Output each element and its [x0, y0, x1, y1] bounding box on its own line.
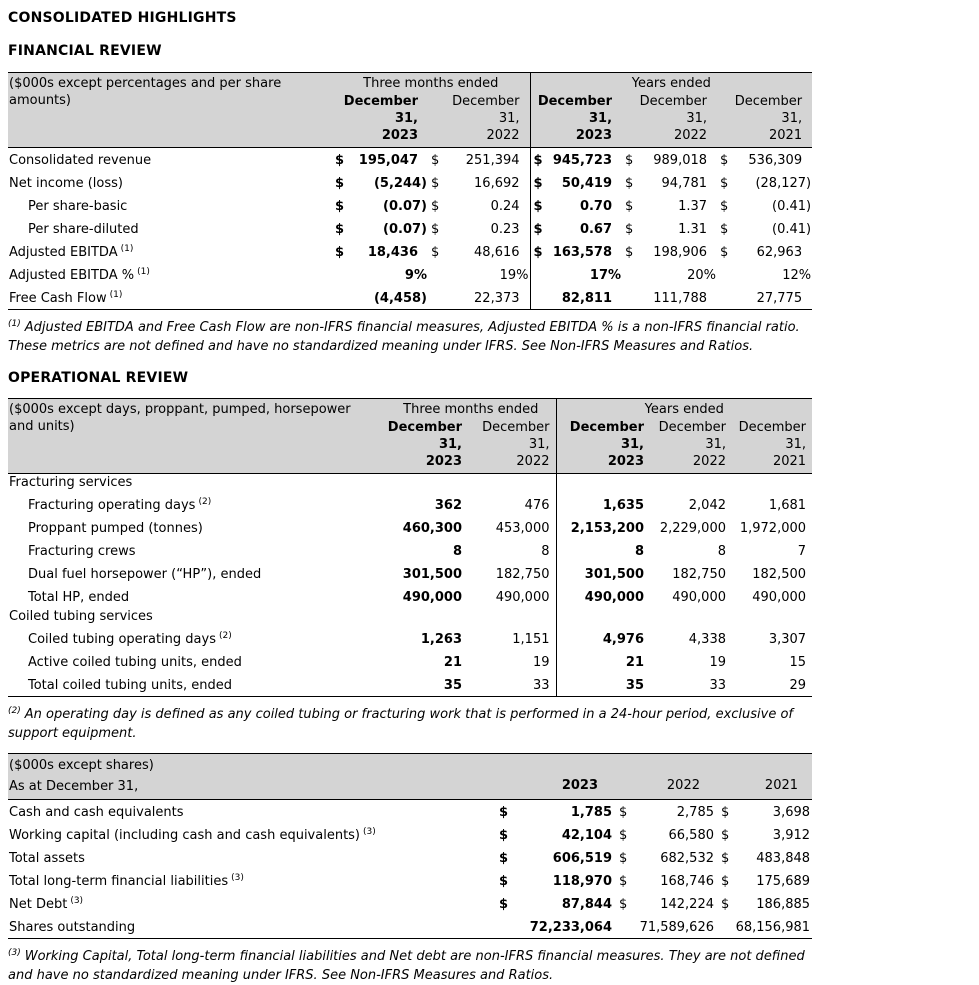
table-row — [8, 171, 812, 194]
row-label: Coiled tubing operating days — [28, 632, 216, 647]
cell-value: 35 — [556, 673, 650, 697]
col-header-y-2021: December 31, 2021 — [732, 419, 812, 474]
table-header-columns — [8, 775, 812, 800]
cell-value: 4,976 — [556, 627, 650, 650]
row-label: Shares outstanding — [9, 920, 136, 935]
cell-value: 82,811 — [561, 291, 613, 306]
cell-value: 4,338 — [688, 632, 726, 647]
cell-value: 17% — [589, 268, 622, 283]
financial-review-table — [8, 72, 812, 310]
cell-value: 19 — [709, 655, 726, 670]
footnote-text: An operating day is defined as any coiled tubing or fracturing work that is performed in a 24-hour period, exclusive of support equipment. — [8, 707, 793, 741]
cell-dollar: $ — [335, 245, 345, 260]
cell-dollar: $ — [431, 176, 440, 191]
section-row — [8, 474, 812, 494]
row-label: Working capital (including cash and cash equivalents) — [9, 828, 361, 843]
table-row — [8, 800, 812, 824]
col-header-tm-2023: December 31, 2023 — [332, 93, 428, 148]
cell-dollar: $ — [625, 199, 634, 214]
cell-value: 27,775 — [756, 291, 803, 306]
operational-review-table — [8, 398, 812, 697]
cell-value: (0.07) — [383, 222, 427, 237]
cell-value: 71,589,626 — [639, 920, 714, 935]
cell-value: 0.23 — [490, 222, 520, 237]
cell-dollar: $ — [499, 851, 509, 866]
cell-value: 29 — [789, 678, 807, 693]
cell-value: 3,307 — [768, 632, 807, 647]
row-label: Total coiled tubing units, ended — [28, 678, 232, 693]
footnote-text: Working Capital, Total long-term financial liabilities and Net debt are non-IFRS financial measures. They are not defined and have no standardized meaning under IFRS. See Non-IFRS Measures and Ratios. — [8, 949, 805, 983]
table-row — [8, 493, 812, 516]
cell-value: 989,018 — [638, 148, 717, 172]
cell-dollar: $ — [619, 874, 628, 889]
section-label: Fracturing services — [8, 474, 556, 494]
cell-value: 490,000 — [402, 590, 462, 605]
operational-review-heading: OPERATIONAL REVIEW — [8, 370, 189, 386]
table-row — [8, 263, 812, 286]
table-row — [8, 650, 812, 673]
footnote-ref: (2) — [198, 497, 212, 507]
col-header-y-2023: December 31, 2023 — [556, 419, 650, 474]
cell-value: 490,000 — [556, 585, 650, 608]
table-row — [8, 516, 812, 539]
table-unit-note: ($000s except percentages and per share amounts) — [8, 73, 332, 148]
cell-value: 21 — [556, 650, 650, 673]
cell-value: 476 — [524, 498, 550, 513]
cell-value: 8 — [556, 539, 650, 562]
cell-dollar: $ — [717, 148, 733, 172]
cell-value: (4,458) — [373, 291, 427, 306]
col-group-three-months: Three months ended — [386, 399, 556, 420]
cell-value: 16,692 — [474, 176, 520, 191]
cell-value: 0.24 — [490, 199, 520, 214]
cell-dollar: $ — [492, 800, 516, 824]
cell-dollar: $ — [721, 874, 730, 889]
footnote-ref: (2) — [219, 631, 232, 641]
col-header-2022: 2022 — [612, 775, 714, 800]
cell-dollar: $ — [619, 897, 628, 912]
cell-dollar: $ — [428, 148, 444, 172]
cell-dollar: $ — [720, 245, 729, 260]
cell-dollar: $ — [335, 222, 345, 237]
as-at-label: As at December 31, — [8, 775, 492, 800]
row-label: Fracturing crews — [28, 544, 136, 559]
cell-value: 301,500 — [402, 567, 462, 582]
cell-value: 1,635 — [556, 493, 650, 516]
col-group-three-months: Three months ended — [332, 73, 530, 94]
cell-value: (0.07) — [383, 199, 427, 214]
table-row — [8, 240, 812, 263]
footnote-marker: (1) — [8, 319, 21, 329]
cell-value: 362 — [434, 498, 462, 513]
table-row — [8, 194, 812, 217]
cell-value: 1,681 — [768, 498, 807, 513]
footnote-2 — [8, 702, 824, 743]
row-label: Per share-basic — [28, 199, 128, 214]
table-row — [8, 148, 812, 172]
cell-value: 50,419 — [561, 176, 613, 191]
col-header-tm-2023: December 31, 2023 — [386, 419, 468, 474]
cell-dollar: $ — [625, 245, 634, 260]
table-header-groups — [8, 399, 812, 420]
cell-value: 453,000 — [495, 521, 550, 536]
cell-value: 490,000 — [752, 590, 807, 605]
cell-value: 198,906 — [653, 245, 708, 260]
cell-value: 490,000 — [672, 590, 726, 605]
table-row — [8, 539, 812, 562]
cell-dollar: $ — [622, 148, 638, 172]
cell-value: 111,788 — [653, 291, 708, 306]
cell-dollar: $ — [625, 176, 634, 191]
col-header-y-2023: December 31, 2023 — [530, 93, 622, 148]
cell-value: (28,127) — [755, 176, 812, 191]
financial-review-heading: FINANCIAL REVIEW — [8, 43, 162, 59]
cell-value: 682,532 — [660, 851, 714, 866]
cell-value: 35 — [443, 678, 462, 693]
col-header-2021: 2021 — [714, 775, 812, 800]
cell-dollar: $ — [530, 171, 546, 194]
cell-dollar: $ — [720, 222, 729, 237]
row-label: Consolidated revenue — [9, 153, 152, 168]
cell-value: 22,373 — [474, 291, 520, 306]
cell-value: 20% — [687, 268, 717, 283]
row-label: Per share-diluted — [28, 222, 139, 237]
cell-value: 182,500 — [752, 567, 807, 582]
cell-value: 1,263 — [420, 632, 462, 647]
row-label: Proppant pumped (tonnes) — [28, 521, 203, 536]
cell-dollar: $ — [721, 828, 730, 843]
cell-value: (0.41) — [772, 199, 812, 214]
cell-dollar: $ — [720, 176, 729, 191]
col-header-tm-2022: December 31, 2022 — [428, 93, 530, 148]
cell-value: 18,436 — [367, 245, 418, 260]
cell-dollar: $ — [619, 851, 628, 866]
section-row — [8, 608, 812, 627]
cell-dollar: $ — [499, 897, 509, 912]
cell-value: 8 — [541, 544, 550, 559]
cell-dollar: $ — [499, 828, 509, 843]
table-unit-note: ($000s except days, proppant, pumped, horsepower and units) — [8, 399, 386, 474]
cell-value: 2,785 — [628, 800, 714, 824]
cell-value: 251,394 — [444, 148, 530, 172]
cell-value: 33 — [532, 678, 550, 693]
cell-value: 62,963 — [756, 245, 803, 260]
row-label: Total HP, ended — [28, 590, 130, 605]
table-row — [8, 627, 812, 650]
page-title: CONSOLIDATED HIGHLIGHTS — [8, 10, 237, 26]
cell-value: 33 — [709, 678, 726, 693]
table-row — [8, 915, 812, 939]
cell-dollar: $ — [530, 194, 546, 217]
table-row — [8, 562, 812, 585]
cell-value: 2,042 — [688, 498, 726, 513]
cell-value: (0.41) — [772, 222, 812, 237]
cell-value: 94,781 — [661, 176, 708, 191]
cell-value: 48,616 — [474, 245, 520, 260]
cell-dollar: $ — [625, 222, 634, 237]
footnote-text: Adjusted EBITDA and Free Cash Flow are non-IFRS financial measures, Adjusted EBITDA % is a non-IFRS financial ratio. These metrics are not defined and have no standardized meaning under IFRS. See Non-IFRS Measures and Ratios. — [8, 320, 800, 354]
table-row — [8, 673, 812, 697]
cell-dollar: $ — [431, 222, 440, 237]
cell-value: 168,746 — [660, 874, 714, 889]
cell-value: 3,698 — [730, 800, 812, 824]
cell-dollar: $ — [335, 176, 345, 191]
cell-value: 1.37 — [678, 199, 708, 214]
cell-value: 182,750 — [672, 567, 726, 582]
footnote-ref: (1) — [120, 244, 134, 254]
cell-value: 301,500 — [556, 562, 650, 585]
row-label: Fracturing operating days — [28, 498, 196, 513]
footnote-ref: (3) — [231, 873, 244, 883]
section-label: Coiled tubing services — [9, 609, 153, 624]
row-label: Dual fuel horsepower (“HP”), ended — [28, 567, 262, 582]
table-header-groups — [8, 73, 812, 94]
cell-value: 19% — [499, 268, 529, 283]
footnote-marker: (2) — [8, 706, 21, 716]
cell-dollar: $ — [612, 800, 628, 824]
cell-value: 42,104 — [561, 828, 612, 843]
cell-value: 3,912 — [772, 828, 811, 843]
cell-value: (5,244) — [373, 176, 427, 191]
cell-value: 68,156,981 — [735, 920, 811, 935]
row-label: Total long-term financial liabilities — [9, 874, 229, 889]
cell-value: 490,000 — [495, 590, 550, 605]
row-label: Adjusted EBITDA % — [9, 268, 135, 283]
cell-dollar: $ — [332, 148, 348, 172]
cell-value: 1,972,000 — [739, 521, 807, 536]
col-header-2023: 2023 — [492, 775, 612, 800]
cell-dollar: $ — [335, 199, 345, 214]
cell-value: 7 — [797, 544, 807, 559]
table-row — [8, 869, 812, 892]
cell-value: 186,885 — [756, 897, 811, 912]
cell-value: 19 — [532, 655, 550, 670]
cell-value: 536,309 — [733, 148, 812, 172]
cell-dollar: $ — [714, 800, 730, 824]
row-label: Cash and cash equivalents — [9, 805, 184, 820]
cell-value: 0.67 — [579, 222, 613, 237]
balance-table — [8, 753, 812, 939]
table-row — [8, 217, 812, 240]
col-header-y-2022: December 31, 2022 — [622, 93, 717, 148]
table-row — [8, 846, 812, 869]
cell-value: 8 — [717, 544, 726, 559]
cell-dollar: $ — [720, 199, 729, 214]
cell-value: 8 — [452, 544, 462, 559]
row-label: Free Cash Flow — [9, 291, 107, 306]
cell-value: 87,844 — [561, 897, 612, 912]
cell-value: 2,229,000 — [659, 521, 726, 536]
cell-value: 1.31 — [678, 222, 708, 237]
row-label: Adjusted EBITDA — [9, 245, 118, 260]
row-label: Net Debt — [9, 897, 68, 912]
footnote-ref: (1) — [109, 290, 123, 300]
cell-value: 1,151 — [512, 632, 550, 647]
cell-value: 12% — [782, 268, 812, 283]
col-group-years: Years ended — [530, 73, 812, 94]
footnote-ref: (3) — [363, 827, 376, 837]
cell-value: 195,047 — [348, 148, 428, 172]
cell-dollar: $ — [530, 240, 546, 263]
table-row — [8, 823, 812, 846]
col-header-y-2022: December 31, 2022 — [650, 419, 732, 474]
table-row — [8, 585, 812, 608]
cell-dollar: $ — [721, 897, 730, 912]
cell-dollar: $ — [431, 199, 440, 214]
cell-value: 142,224 — [660, 897, 714, 912]
cell-value: 21 — [443, 655, 462, 670]
cell-value: 182,750 — [495, 567, 550, 582]
cell-value: 9% — [404, 268, 427, 283]
cell-value: 2,153,200 — [556, 516, 650, 539]
cell-value: 175,689 — [756, 874, 811, 889]
cell-value: 1,785 — [516, 800, 612, 824]
cell-value: 118,970 — [552, 874, 612, 889]
cell-value: 163,578 — [552, 245, 613, 260]
cell-dollar: $ — [530, 217, 546, 240]
row-label: Net income (loss) — [9, 176, 123, 191]
col-header-y-2021: December 31, 2021 — [717, 93, 812, 148]
cell-value: 15 — [789, 655, 807, 670]
cell-dollar: $ — [619, 828, 628, 843]
footnote-1 — [8, 315, 824, 356]
cell-value: 0.70 — [579, 199, 613, 214]
cell-value: 72,233,064 — [529, 920, 612, 935]
cell-dollar: $ — [431, 245, 440, 260]
cell-value: 483,848 — [756, 851, 811, 866]
cell-dollar: $ — [530, 148, 546, 172]
col-header-tm-2022: December 31, 2022 — [468, 419, 556, 474]
cell-value: 460,300 — [402, 521, 462, 536]
cell-value: 606,519 — [552, 851, 612, 866]
table-row — [8, 286, 812, 310]
footnote-ref: (3) — [70, 896, 84, 906]
footnote-marker: (3) — [8, 948, 21, 958]
col-group-years: Years ended — [556, 399, 812, 420]
cell-dollar: $ — [721, 851, 730, 866]
row-label: Total assets — [9, 851, 85, 866]
footnote-3 — [8, 944, 824, 985]
footnote-ref: (1) — [137, 267, 150, 277]
cell-value: 66,580 — [668, 828, 714, 843]
table-unit-note: ($000s except shares) — [8, 754, 812, 776]
cell-dollar: $ — [499, 874, 509, 889]
table-header-unit — [8, 754, 812, 776]
cell-value: 945,723 — [546, 148, 622, 172]
table-row — [8, 892, 812, 915]
row-label: Active coiled tubing units, ended — [28, 655, 242, 670]
